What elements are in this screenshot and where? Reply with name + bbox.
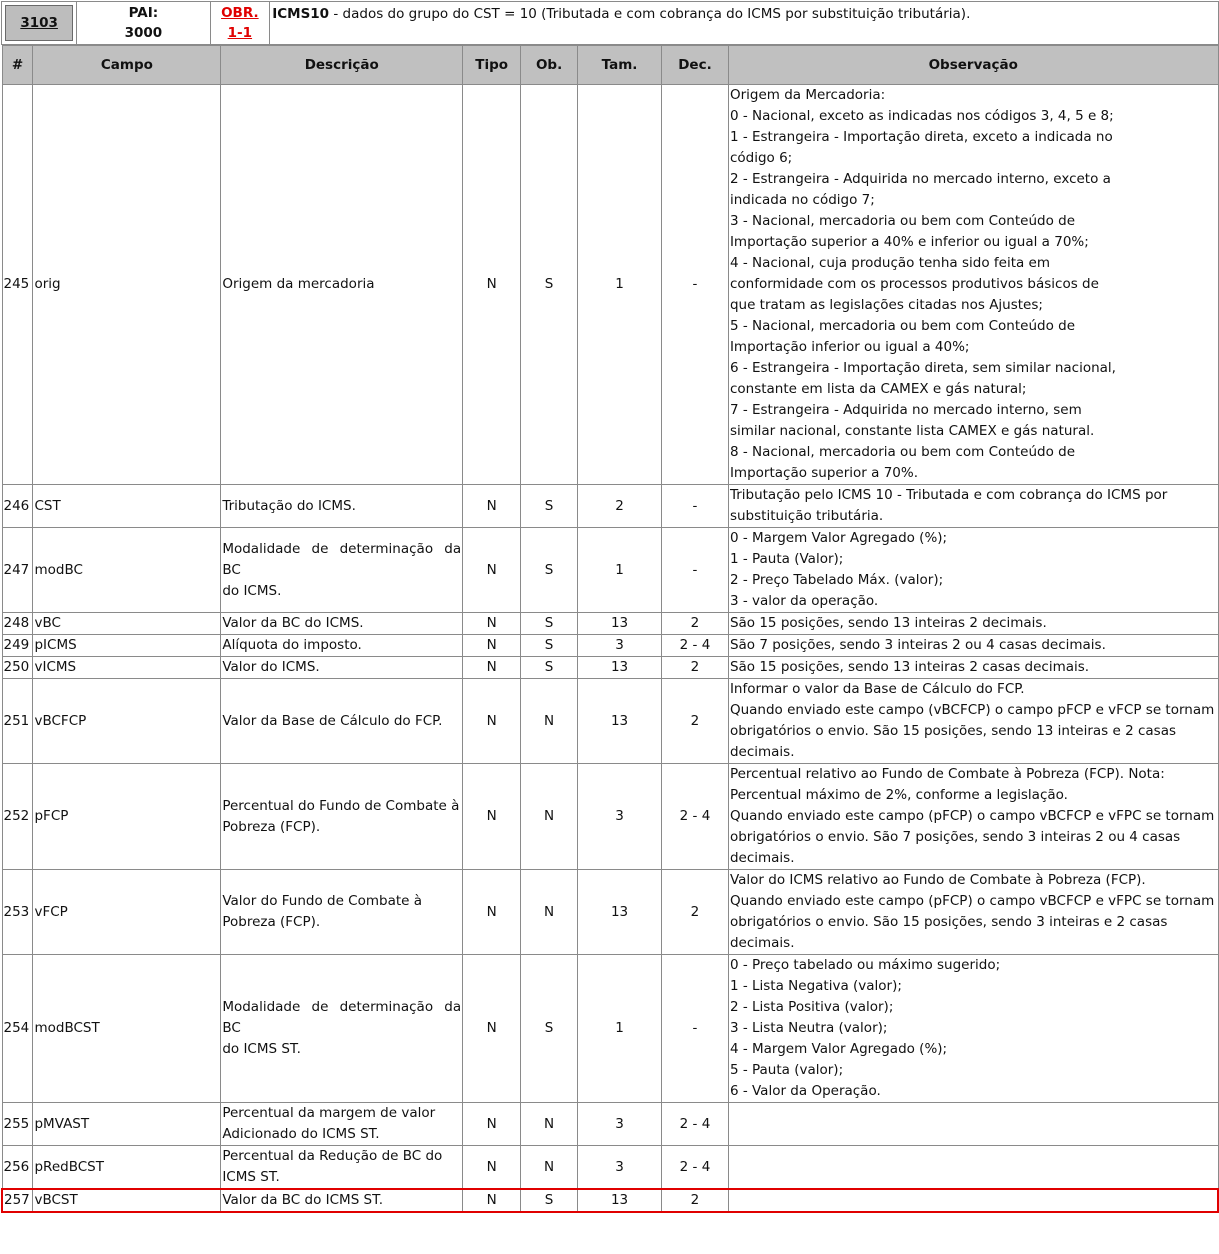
col-header-dec: Dec.: [662, 46, 729, 85]
observacao-line: 6 - Valor da Operação.: [729, 1083, 881, 1099]
cell-ob: S: [521, 485, 578, 528]
col-header-num: #: [2, 46, 33, 85]
cell-ob: S: [521, 657, 578, 679]
observacao-line: Valor do ICMS relativo ao Fundo de Combate à Pobreza (FCP).: [729, 872, 1146, 888]
cell-observacao: [728, 870, 1218, 955]
descricao-line: Percentual do Fundo de Combate à: [222, 797, 460, 814]
cell-tipo: N: [463, 528, 521, 613]
cell-ob: N: [521, 870, 578, 955]
table-row: [2, 955, 1218, 1103]
observacao-line: Importação inferior ou igual a 40%;: [729, 339, 970, 355]
cell-tam: 1: [578, 528, 662, 613]
cell-tipo: N: [463, 85, 521, 485]
group-title: [270, 2, 1219, 45]
cell-num: 257: [2, 1189, 33, 1212]
observacao-line: que tratam as legislações citadas nos Ajustes;: [729, 297, 1043, 313]
pai-cell: [77, 2, 210, 45]
pai-value: 3000: [124, 25, 163, 41]
observacao-line: 1 - Estrangeira - Importação direta, exceto a indicada no: [729, 129, 1113, 145]
cell-observacao: [728, 657, 1218, 679]
cell-dec: 2 - 4: [662, 635, 729, 657]
observacao-line: 1 - Pauta (Valor);: [729, 551, 844, 567]
group-id-cell: [2, 2, 77, 45]
cell-observacao: [728, 528, 1218, 613]
cell-observacao: [728, 1189, 1218, 1212]
descricao-line: Pobreza (FCP).: [222, 818, 321, 835]
col-header-descricao: Descrição: [221, 46, 463, 85]
cell-ob: N: [521, 679, 578, 764]
observacao-line: Importação superior a 40% e inferior ou igual a 70%;: [729, 234, 1089, 250]
descricao-line: Adicionado do ICMS ST.: [222, 1126, 380, 1142]
observacao-line: São 7 posições, sendo 3 inteiras 2 ou 4 casas decimais.: [729, 637, 1106, 653]
cell-observacao: [728, 764, 1218, 870]
cell-num: 255: [2, 1103, 33, 1146]
observacao-line: decimais.: [729, 850, 795, 866]
cell-tipo: N: [463, 635, 521, 657]
table-row: [2, 679, 1218, 764]
cell-campo: vFCP: [33, 870, 221, 955]
col-header-campo: Campo: [33, 46, 221, 85]
cell-num: 256: [2, 1146, 33, 1190]
observacao-line: Quando enviado este campo (vBCFCP) o campo pFCP e vFCP se tornam: [729, 702, 1215, 718]
cell-tam: 3: [578, 1103, 662, 1146]
cell-dec: 2: [662, 657, 729, 679]
observacao-line: similar nacional, constante lista CAMEX e gás natural.: [729, 423, 1095, 439]
observacao-line: 2 - Estrangeira - Adquirida no mercado interno, exceto a: [729, 171, 1111, 187]
observacao-line: 3 - valor da operação.: [729, 593, 879, 609]
cell-dec: 2 - 4: [662, 1146, 729, 1190]
observacao-line: 5 - Pauta (valor);: [729, 1062, 844, 1078]
table-row: [2, 1146, 1218, 1190]
cell-descricao: [221, 955, 463, 1103]
observacao-line: 3 - Nacional, mercadoria ou bem com Conteúdo de: [729, 213, 1076, 229]
obr-label[interactable]: OBR.: [221, 5, 259, 21]
cell-ob: S: [521, 528, 578, 613]
cell-tam: 3: [578, 1146, 662, 1190]
table-row: [2, 613, 1218, 635]
cell-observacao: [728, 679, 1218, 764]
group-header: [1, 1, 1219, 45]
cell-descricao: [221, 528, 463, 613]
cell-ob: N: [521, 1103, 578, 1146]
cell-campo: pFCP: [33, 764, 221, 870]
cell-tipo: N: [463, 485, 521, 528]
cell-num: 248: [2, 613, 33, 635]
observacao-line: obrigatórios o envio. São 7 posições, sendo 3 inteiras 2 ou 4 casas: [729, 829, 1181, 845]
cell-campo: modBCST: [33, 955, 221, 1103]
cell-tam: 1: [578, 85, 662, 485]
group-id[interactable]: 3103: [5, 5, 73, 41]
observacao-line: 0 - Margem Valor Agregado (%);: [729, 530, 948, 546]
cell-tipo: N: [463, 657, 521, 679]
cell-observacao: [728, 1146, 1218, 1190]
obr-cell[interactable]: [210, 2, 270, 45]
descricao-line: Percentual da Redução de BC do: [222, 1148, 443, 1164]
descricao-line: Modalidade de determinação da BC: [222, 999, 462, 1036]
cell-ob: S: [521, 613, 578, 635]
cell-ob: N: [521, 764, 578, 870]
cell-dec: -: [662, 485, 729, 528]
observacao-line: conformidade com os processos produtivos básicos de: [729, 276, 1099, 292]
cell-num: 247: [2, 528, 33, 613]
observacao-line: Origem da Mercadoria:: [729, 87, 886, 103]
descricao-line: Pobreza (FCP).: [222, 914, 321, 930]
descricao-line: do ICMS ST.: [222, 1041, 301, 1057]
cell-ob: N: [521, 1146, 578, 1190]
descricao-line: ICMS ST.: [222, 1169, 280, 1185]
table-row: [2, 657, 1218, 679]
cell-ob: S: [521, 1189, 578, 1212]
cell-campo: pICMS: [33, 635, 221, 657]
descricao-line: Valor do ICMS.: [222, 659, 320, 675]
descricao-line: Valor da BC do ICMS.: [222, 615, 364, 631]
cell-descricao: [221, 1146, 463, 1190]
observacao-line: São 15 posições, sendo 13 inteiras 2 decimais.: [729, 615, 1047, 631]
observacao-line: 0 - Preço tabelado ou máximo sugerido;: [729, 957, 1001, 973]
descricao-line: Valor da BC do ICMS ST.: [222, 1192, 384, 1208]
cell-ob: S: [521, 85, 578, 485]
cell-tipo: N: [463, 1189, 521, 1212]
observacao-line: 1 - Lista Negativa (valor);: [729, 978, 902, 994]
table-row: [2, 764, 1218, 870]
cell-tipo: N: [463, 613, 521, 635]
cell-tam: 3: [578, 635, 662, 657]
cell-observacao: [728, 955, 1218, 1103]
cell-observacao: [728, 485, 1218, 528]
cell-dec: 2: [662, 613, 729, 635]
cell-campo: CST: [33, 485, 221, 528]
cell-tipo: N: [463, 955, 521, 1103]
table-row: [2, 870, 1218, 955]
col-header-tipo: Tipo: [463, 46, 521, 85]
pai-label: PAI:: [128, 5, 159, 21]
table-header-row: [2, 46, 1218, 85]
cell-ob: S: [521, 635, 578, 657]
descricao-line: do ICMS.: [222, 582, 282, 599]
cell-tipo: N: [463, 679, 521, 764]
cell-num: 249: [2, 635, 33, 657]
table-row: [2, 485, 1218, 528]
cell-descricao: [221, 870, 463, 955]
observacao-line: 3 - Lista Neutra (valor);: [729, 1020, 888, 1036]
observacao-line: indicada no código 7;: [729, 192, 875, 208]
table-row: [2, 85, 1218, 485]
cell-dec: 2 - 4: [662, 1103, 729, 1146]
cell-num: 252: [2, 764, 33, 870]
cell-tipo: N: [463, 870, 521, 955]
descricao-line: Tributação do ICMS.: [222, 497, 356, 514]
col-header-observacao: Observação: [728, 46, 1218, 85]
descricao-line: Modalidade de determinação da BC: [222, 540, 462, 578]
cell-descricao: [221, 635, 463, 657]
observacao-line: 5 - Nacional, mercadoria ou bem com Conteúdo de: [729, 318, 1076, 334]
table-row: [2, 1103, 1218, 1146]
cell-campo: modBC: [33, 528, 221, 613]
cell-campo: vBCFCP: [33, 679, 221, 764]
observacao-line: Percentual relativo ao Fundo de Combate à Pobreza (FCP). Nota:: [729, 766, 1165, 782]
cell-observacao: [728, 85, 1218, 485]
observacao-line: 4 - Margem Valor Agregado (%);: [729, 1041, 948, 1057]
cell-campo: vBCST: [33, 1189, 221, 1212]
observacao-line: 0 - Nacional, exceto as indicadas nos códigos 3, 4, 5 e 8;: [729, 108, 1114, 124]
observacao-line: 4 - Nacional, cuja produção tenha sido feita em: [729, 255, 1051, 271]
observacao-line: Tributação pelo ICMS 10 - Tributada e com cobrança do ICMS por: [729, 487, 1168, 503]
cell-tipo: N: [463, 1103, 521, 1146]
col-header-ob: Ob.: [521, 46, 578, 85]
cell-tam: 13: [578, 870, 662, 955]
cell-descricao: [221, 764, 463, 870]
observacao-line: Importação superior a 70%.: [729, 465, 919, 481]
observacao-line: 2 - Lista Positiva (valor);: [729, 999, 894, 1015]
cell-observacao: [728, 613, 1218, 635]
table-row: [2, 1189, 1218, 1212]
observacao-line: Percentual máximo de 2%, conforme a legislação.: [729, 787, 1068, 803]
observacao-line: 6 - Estrangeira - Importação direta, sem similar nacional,: [729, 360, 1116, 376]
cell-campo: vICMS: [33, 657, 221, 679]
cell-descricao: [221, 679, 463, 764]
observacao-line: 7 - Estrangeira - Adquirida no mercado interno, sem: [729, 402, 1082, 418]
observacao-line: obrigatórios o envio. São 15 posições, sendo 13 inteiras e 2 casas: [729, 723, 1177, 739]
cell-campo: pRedBCST: [33, 1146, 221, 1190]
cell-tam: 2: [578, 485, 662, 528]
observacao-line: decimais.: [729, 744, 795, 760]
cell-dec: 2 - 4: [662, 764, 729, 870]
cell-observacao: [728, 1103, 1218, 1146]
cell-descricao: [221, 613, 463, 635]
observacao-line: constante em lista da CAMEX e gás natural;: [729, 381, 1027, 397]
cell-num: 250: [2, 657, 33, 679]
cell-tam: 13: [578, 1189, 662, 1212]
cell-tam: 3: [578, 764, 662, 870]
cell-dec: -: [662, 85, 729, 485]
cell-observacao: [728, 635, 1218, 657]
descricao-line: Origem da mercadoria: [222, 276, 375, 292]
cell-tam: 1: [578, 955, 662, 1103]
cell-tam: 13: [578, 679, 662, 764]
cell-descricao: [221, 1189, 463, 1212]
cell-dec: -: [662, 528, 729, 613]
descricao-line: Valor da Base de Cálculo do FCP.: [222, 712, 443, 729]
cell-tipo: N: [463, 1146, 521, 1190]
fields-table: [1, 45, 1219, 1213]
cell-num: 245: [2, 85, 33, 485]
cell-num: 251: [2, 679, 33, 764]
obr-value[interactable]: 1-1: [227, 25, 253, 41]
cell-num: 246: [2, 485, 33, 528]
cell-descricao: [221, 85, 463, 485]
group-title-bold: ICMS10: [272, 6, 330, 22]
cell-campo: pMVAST: [33, 1103, 221, 1146]
cell-dec: 2: [662, 870, 729, 955]
observacao-line: Informar o valor da Base de Cálculo do FCP.: [729, 681, 1025, 697]
observacao-line: decimais.: [729, 935, 795, 951]
observacao-line: código 6;: [729, 150, 793, 166]
cell-num: 253: [2, 870, 33, 955]
cell-num: 254: [2, 955, 33, 1103]
col-header-tam: Tam.: [578, 46, 662, 85]
cell-dec: -: [662, 955, 729, 1103]
observacao-line: obrigatórios o envio. São 15 posições, sendo 3 inteiras e 2 casas: [729, 914, 1168, 930]
cell-descricao: [221, 485, 463, 528]
cell-descricao: [221, 657, 463, 679]
descricao-line: Percentual da margem de valor: [222, 1105, 436, 1121]
cell-dec: 2: [662, 1189, 729, 1212]
cell-tam: 13: [578, 657, 662, 679]
cell-tipo: N: [463, 764, 521, 870]
descricao-line: Alíquota do imposto.: [222, 637, 362, 653]
observacao-line: 8 - Nacional, mercadoria ou bem com Conteúdo de: [729, 444, 1076, 460]
observacao-line: substituição tributária.: [729, 508, 884, 524]
table-row: [2, 528, 1218, 613]
cell-dec: 2: [662, 679, 729, 764]
cell-ob: S: [521, 955, 578, 1103]
observacao-line: Quando enviado este campo (pFCP) o campo vBCFCP e vFPC se tornam: [729, 893, 1215, 909]
observacao-line: 2 - Preço Tabelado Máx. (valor);: [729, 572, 944, 588]
observacao-line: Quando enviado este campo (pFCP) o campo vBCFCP e vFPC se tornam: [729, 808, 1215, 824]
cell-tam: 13: [578, 613, 662, 635]
table-row: [2, 635, 1218, 657]
cell-campo: orig: [33, 85, 221, 485]
descricao-line: Valor do Fundo de Combate à: [222, 893, 423, 909]
cell-campo: vBC: [33, 613, 221, 635]
observacao-line: São 15 posições, sendo 13 inteiras 2 casas decimais.: [729, 659, 1090, 675]
group-title-rest: - dados do grupo do CST = 10 (Tributada e com cobrança do ICMS por substituição tributária).: [329, 6, 971, 22]
cell-descricao: [221, 1103, 463, 1146]
